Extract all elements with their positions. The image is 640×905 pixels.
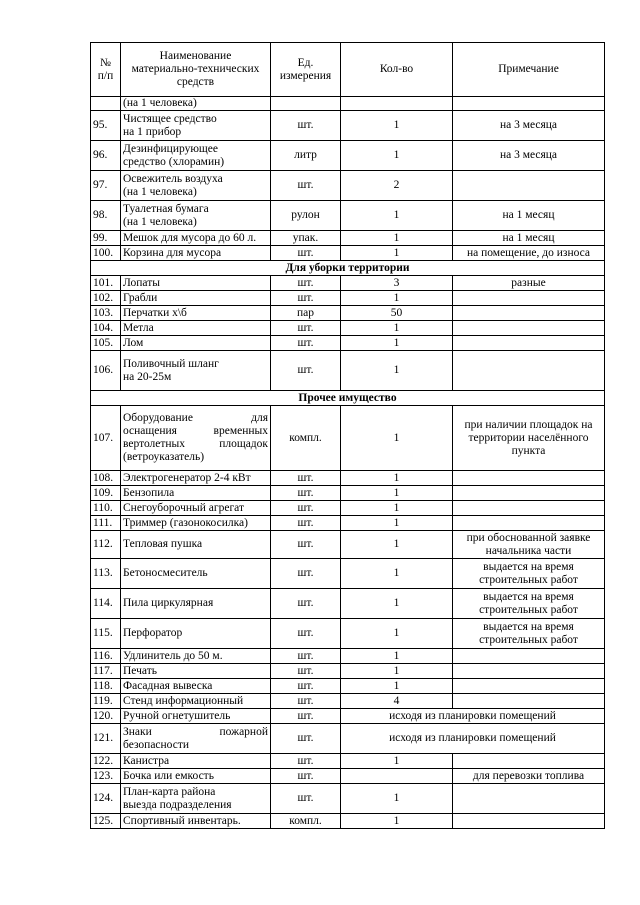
table-row bbox=[91, 754, 605, 769]
row-name: Пила циркулярная bbox=[121, 589, 271, 619]
row-unit: шт. bbox=[271, 709, 341, 724]
row-quantity: 1 bbox=[341, 471, 453, 486]
row-quantity: 1 bbox=[341, 336, 453, 351]
row-quantity: 1 bbox=[341, 201, 453, 231]
row-name: Триммер (газонокосилка) bbox=[121, 516, 271, 531]
table-row bbox=[91, 769, 605, 784]
header-note: Примечание bbox=[453, 43, 605, 97]
row-note: выдается на время строительных работ bbox=[453, 589, 605, 619]
row-quantity: 1 bbox=[341, 754, 453, 769]
row-quantity: 1 bbox=[341, 291, 453, 306]
row-unit: шт. bbox=[271, 276, 341, 291]
row-unit bbox=[271, 97, 341, 111]
row-note bbox=[453, 679, 605, 694]
table-row bbox=[91, 619, 605, 649]
row-name: Стенд информационный bbox=[121, 694, 271, 709]
row-unit: шт. bbox=[271, 769, 341, 784]
row-note: выдается на время строительных работ bbox=[453, 619, 605, 649]
row-quantity: 1 bbox=[341, 351, 453, 391]
row-number: 102. bbox=[91, 291, 121, 306]
row-quantity: 1 bbox=[341, 141, 453, 171]
row-number: 113. bbox=[91, 559, 121, 589]
table-row bbox=[91, 171, 605, 201]
row-note: для перевозки топлива bbox=[453, 769, 605, 784]
row-number: 120. bbox=[91, 709, 121, 724]
row-number: 101. bbox=[91, 276, 121, 291]
row-unit: шт. bbox=[271, 336, 341, 351]
row-unit: литр bbox=[271, 141, 341, 171]
section-row bbox=[91, 261, 605, 276]
row-name: Лопаты bbox=[121, 276, 271, 291]
row-name: Оборудование для оснащения временных вертолетных площадок (ветроуказатель) bbox=[121, 406, 271, 471]
row-number: 109. bbox=[91, 486, 121, 501]
row-name: Печать bbox=[121, 664, 271, 679]
section-title: Для уборки территории bbox=[91, 261, 605, 276]
row-name: Электрогенератор 2-4 кВт bbox=[121, 471, 271, 486]
row-quantity: 1 bbox=[341, 589, 453, 619]
table-row bbox=[91, 321, 605, 336]
row-note: при наличии площадок на территории населённого пункта bbox=[453, 406, 605, 471]
row-number bbox=[91, 97, 121, 111]
table-header-row bbox=[91, 43, 605, 97]
table-row bbox=[91, 784, 605, 814]
row-number: 125. bbox=[91, 814, 121, 829]
row-quantity: 1 bbox=[341, 814, 453, 829]
table-row bbox=[91, 111, 605, 141]
row-name: Лом bbox=[121, 336, 271, 351]
row-unit: шт. bbox=[271, 516, 341, 531]
table-row bbox=[91, 406, 605, 471]
row-unit: шт. bbox=[271, 471, 341, 486]
row-note: исходя из планировки помещений bbox=[341, 709, 605, 724]
row-unit: шт. bbox=[271, 649, 341, 664]
row-quantity: 1 bbox=[341, 486, 453, 501]
row-number: 106. bbox=[91, 351, 121, 391]
row-quantity: 1 bbox=[341, 406, 453, 471]
row-quantity: 1 bbox=[341, 231, 453, 246]
row-number: 122. bbox=[91, 754, 121, 769]
row-number: 95. bbox=[91, 111, 121, 141]
row-number: 117. bbox=[91, 664, 121, 679]
header-name: Наименование материально-технических средств bbox=[121, 43, 271, 97]
header-qty: Кол-во bbox=[341, 43, 453, 97]
row-unit: шт. bbox=[271, 694, 341, 709]
row-number: 98. bbox=[91, 201, 121, 231]
table-row bbox=[91, 231, 605, 246]
row-note bbox=[453, 486, 605, 501]
row-number: 99. bbox=[91, 231, 121, 246]
row-note bbox=[453, 754, 605, 769]
row-unit: шт. bbox=[271, 246, 341, 261]
header-num: № п/п bbox=[91, 43, 121, 97]
row-number: 107. bbox=[91, 406, 121, 471]
row-unit: шт. bbox=[271, 501, 341, 516]
row-unit: шт. bbox=[271, 531, 341, 559]
table-row bbox=[91, 679, 605, 694]
row-note bbox=[453, 664, 605, 679]
row-note bbox=[453, 814, 605, 829]
table-row bbox=[91, 531, 605, 559]
table-row bbox=[91, 486, 605, 501]
row-name: Снегоуборочный агрегат bbox=[121, 501, 271, 516]
row-unit: шт. bbox=[271, 679, 341, 694]
row-note bbox=[453, 351, 605, 391]
row-name: Освежитель воздуха (на 1 человека) bbox=[121, 171, 271, 201]
row-note bbox=[453, 321, 605, 336]
row-number: 124. bbox=[91, 784, 121, 814]
row-quantity: 1 bbox=[341, 321, 453, 336]
row-number: 108. bbox=[91, 471, 121, 486]
table-row bbox=[91, 559, 605, 589]
row-number: 112. bbox=[91, 531, 121, 559]
row-name: Удлинитель до 50 м. bbox=[121, 649, 271, 664]
row-quantity: 50 bbox=[341, 306, 453, 321]
row-note bbox=[453, 501, 605, 516]
row-note bbox=[453, 171, 605, 201]
row-quantity: 1 bbox=[341, 649, 453, 664]
row-note bbox=[453, 471, 605, 486]
table-row bbox=[91, 516, 605, 531]
row-number: 119. bbox=[91, 694, 121, 709]
row-unit: компл. bbox=[271, 814, 341, 829]
table-row bbox=[91, 589, 605, 619]
row-name: (на 1 человека) bbox=[121, 97, 271, 111]
row-unit: шт. bbox=[271, 351, 341, 391]
row-name: Ручной огнетушитель bbox=[121, 709, 271, 724]
table-row bbox=[91, 709, 605, 724]
row-name: Грабли bbox=[121, 291, 271, 306]
table-row bbox=[91, 501, 605, 516]
row-unit: шт. bbox=[271, 589, 341, 619]
row-number: 114. bbox=[91, 589, 121, 619]
row-number: 115. bbox=[91, 619, 121, 649]
row-note: разные bbox=[453, 276, 605, 291]
table-row bbox=[91, 814, 605, 829]
header-unit: Ед. измерения bbox=[271, 43, 341, 97]
row-name: Корзина для мусора bbox=[121, 246, 271, 261]
row-name: Туалетная бумага (на 1 человека) bbox=[121, 201, 271, 231]
row-unit: шт. bbox=[271, 754, 341, 769]
row-quantity: 1 bbox=[341, 246, 453, 261]
row-name: Бетоносмеситель bbox=[121, 559, 271, 589]
row-name: Перфоратор bbox=[121, 619, 271, 649]
section-row bbox=[91, 391, 605, 406]
row-name: Тепловая пушка bbox=[121, 531, 271, 559]
table-row bbox=[91, 141, 605, 171]
row-name: Канистра bbox=[121, 754, 271, 769]
table-row bbox=[91, 724, 605, 754]
row-name: Бензопила bbox=[121, 486, 271, 501]
row-number: 103. bbox=[91, 306, 121, 321]
row-name: Фасадная вывеска bbox=[121, 679, 271, 694]
row-note bbox=[453, 694, 605, 709]
row-note: при обоснованной заявке начальника части bbox=[453, 531, 605, 559]
row-name: Знаки пожарной безопасности bbox=[121, 724, 271, 754]
row-number: 104. bbox=[91, 321, 121, 336]
table-row bbox=[91, 97, 605, 111]
row-note bbox=[453, 306, 605, 321]
table-row bbox=[91, 306, 605, 321]
row-note bbox=[453, 336, 605, 351]
row-number: 123. bbox=[91, 769, 121, 784]
row-unit: шт. bbox=[271, 784, 341, 814]
row-quantity: 1 bbox=[341, 501, 453, 516]
row-note: на помещение, до износа bbox=[453, 246, 605, 261]
row-quantity bbox=[341, 769, 453, 784]
row-number: 110. bbox=[91, 501, 121, 516]
table-row bbox=[91, 336, 605, 351]
inventory-table bbox=[90, 42, 605, 829]
row-note: исходя из планировки помещений bbox=[341, 724, 605, 754]
row-number: 118. bbox=[91, 679, 121, 694]
row-number: 105. bbox=[91, 336, 121, 351]
row-name: Дезинфицирующее средство (хлорамин) bbox=[121, 141, 271, 171]
row-note bbox=[453, 97, 605, 111]
table-row bbox=[91, 664, 605, 679]
row-quantity: 1 bbox=[341, 784, 453, 814]
row-number: 96. bbox=[91, 141, 121, 171]
row-unit: шт. bbox=[271, 111, 341, 141]
row-note: на 3 месяца bbox=[453, 111, 605, 141]
table-row bbox=[91, 649, 605, 664]
row-name: Мешок для мусора до 60 л. bbox=[121, 231, 271, 246]
table-row bbox=[91, 351, 605, 391]
row-unit: шт. bbox=[271, 559, 341, 589]
row-note bbox=[453, 784, 605, 814]
row-name: Бочка или емкость bbox=[121, 769, 271, 784]
row-unit: шт. bbox=[271, 321, 341, 336]
row-name: Чистящее средство на 1 прибор bbox=[121, 111, 271, 141]
row-number: 111. bbox=[91, 516, 121, 531]
row-note bbox=[453, 516, 605, 531]
row-name: Метла bbox=[121, 321, 271, 336]
row-number: 121. bbox=[91, 724, 121, 754]
row-quantity: 1 bbox=[341, 619, 453, 649]
row-name: План-карта района выезда подразделения bbox=[121, 784, 271, 814]
row-unit: шт. bbox=[271, 664, 341, 679]
row-unit: компл. bbox=[271, 406, 341, 471]
row-quantity: 1 bbox=[341, 664, 453, 679]
row-quantity: 2 bbox=[341, 171, 453, 201]
row-quantity bbox=[341, 97, 453, 111]
row-unit: шт. bbox=[271, 724, 341, 754]
row-quantity: 1 bbox=[341, 111, 453, 141]
row-unit: шт. bbox=[271, 171, 341, 201]
row-note bbox=[453, 649, 605, 664]
row-note: на 3 месяца bbox=[453, 141, 605, 171]
row-unit: пар bbox=[271, 306, 341, 321]
row-quantity: 1 bbox=[341, 679, 453, 694]
table-row bbox=[91, 694, 605, 709]
row-note: выдается на время строительных работ bbox=[453, 559, 605, 589]
row-unit: шт. bbox=[271, 291, 341, 306]
row-name: Перчатки х\б bbox=[121, 306, 271, 321]
table-row bbox=[91, 291, 605, 306]
row-quantity: 1 bbox=[341, 531, 453, 559]
row-number: 100. bbox=[91, 246, 121, 261]
row-number: 97. bbox=[91, 171, 121, 201]
section-title: Прочее имущество bbox=[91, 391, 605, 406]
row-unit: шт. bbox=[271, 486, 341, 501]
row-note: на 1 месяц bbox=[453, 231, 605, 246]
table-row bbox=[91, 201, 605, 231]
row-number: 116. bbox=[91, 649, 121, 664]
row-unit: шт. bbox=[271, 619, 341, 649]
table-row bbox=[91, 246, 605, 261]
row-unit: упак. bbox=[271, 231, 341, 246]
row-name: Поливочный шланг на 20-25м bbox=[121, 351, 271, 391]
row-quantity: 4 bbox=[341, 694, 453, 709]
row-quantity: 1 bbox=[341, 559, 453, 589]
row-note: на 1 месяц bbox=[453, 201, 605, 231]
table-row bbox=[91, 471, 605, 486]
row-quantity: 3 bbox=[341, 276, 453, 291]
row-unit: рулон bbox=[271, 201, 341, 231]
row-note bbox=[453, 291, 605, 306]
table-row bbox=[91, 276, 605, 291]
row-quantity: 1 bbox=[341, 516, 453, 531]
row-name: Спортивный инвентарь. bbox=[121, 814, 271, 829]
